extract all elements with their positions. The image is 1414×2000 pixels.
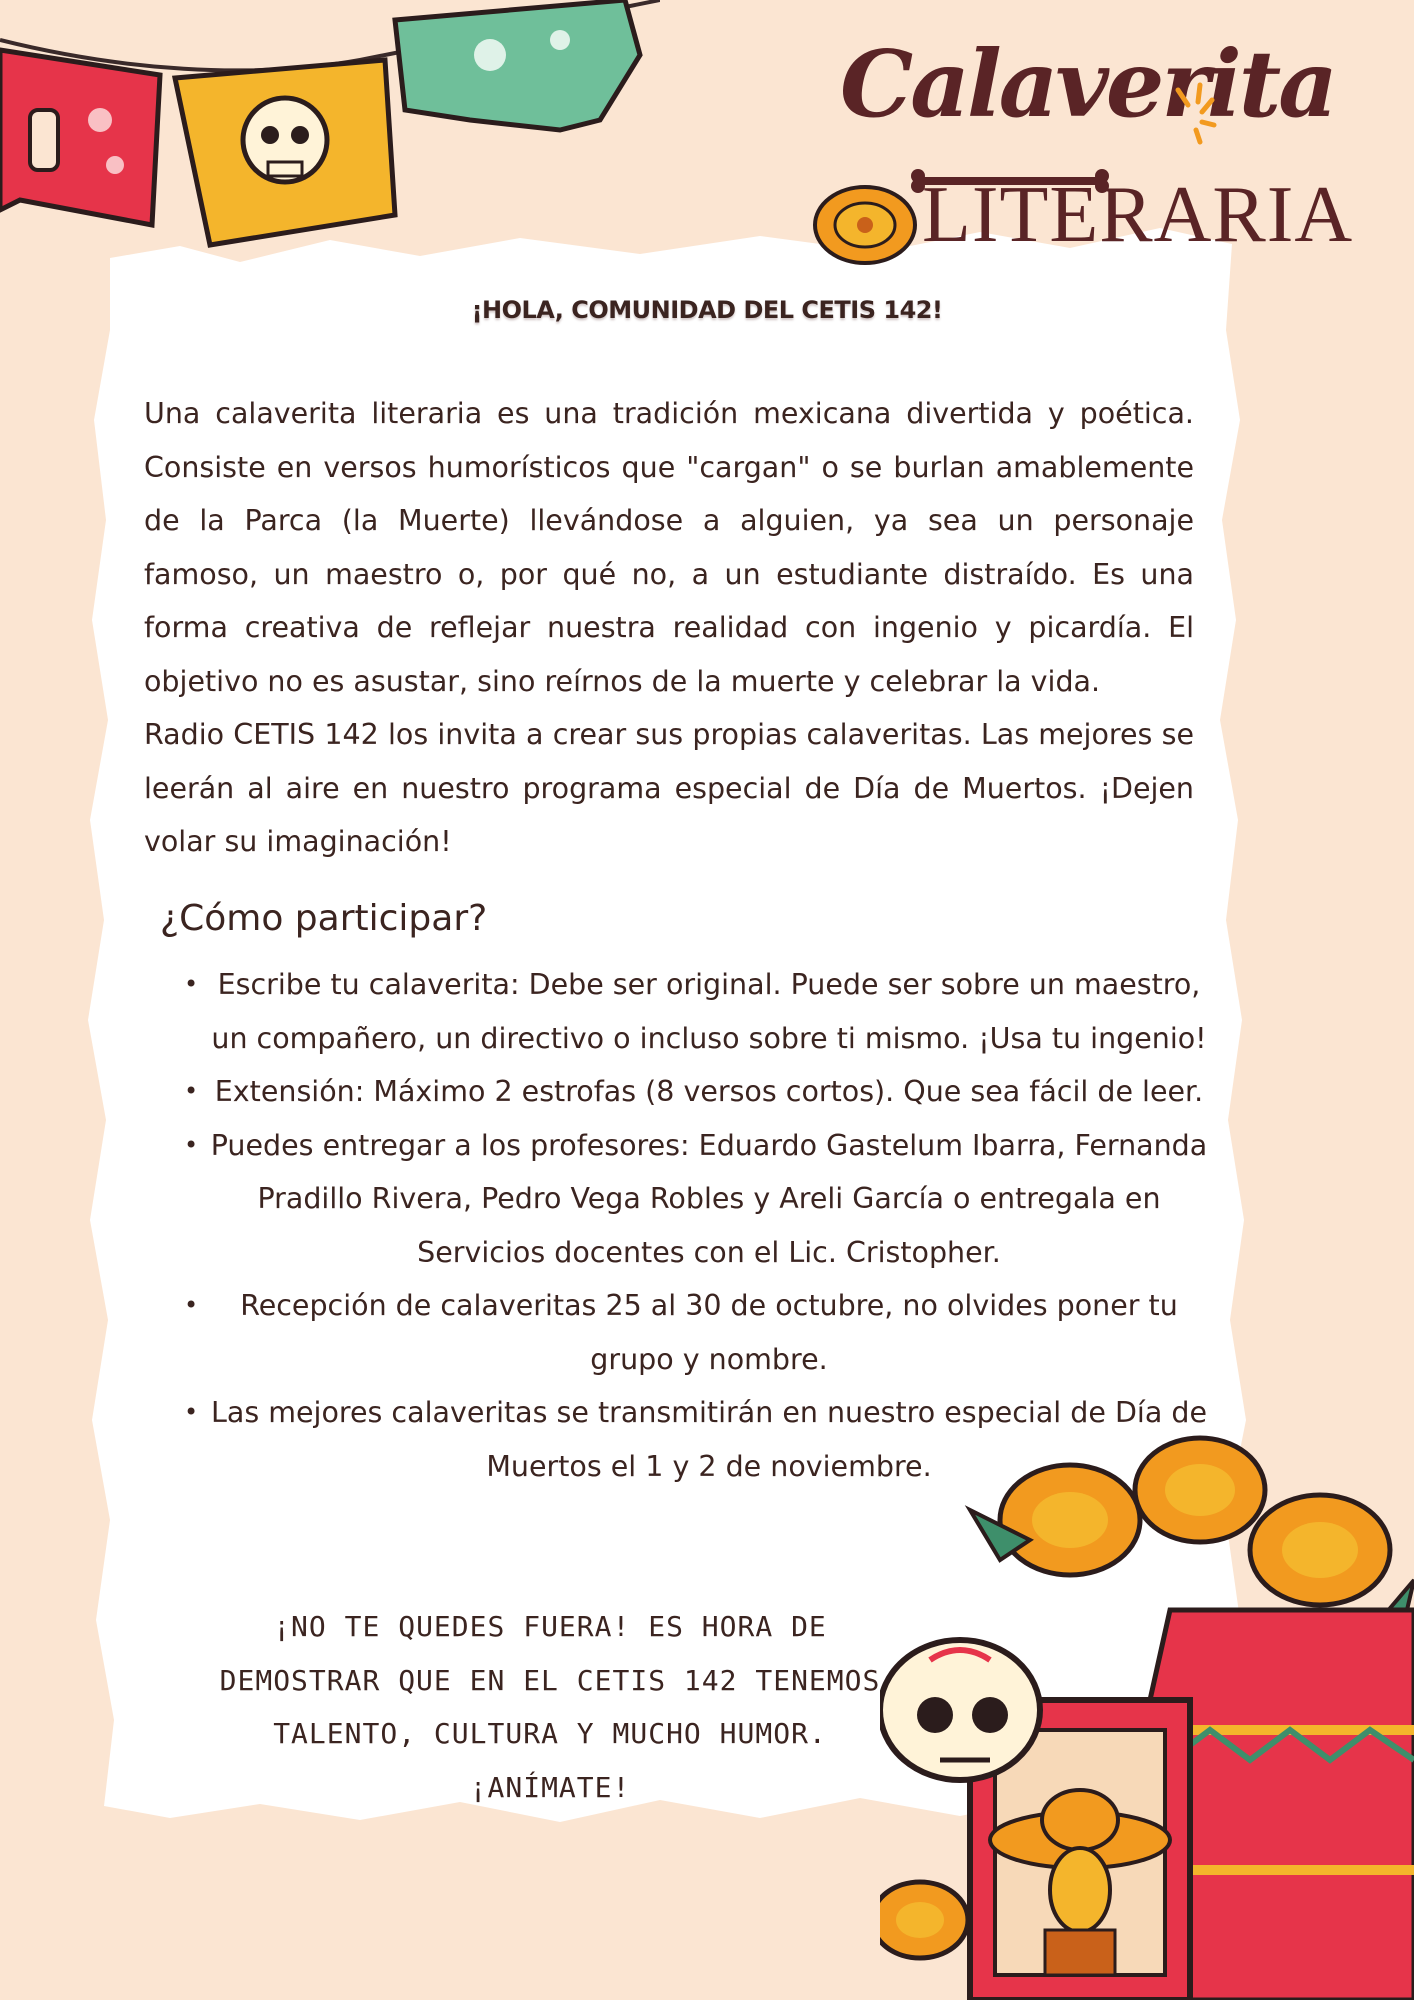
papel-picado-banner xyxy=(0,0,660,260)
logo-script-text: Calaverita xyxy=(840,30,1335,138)
marigold-small-icon xyxy=(880,1882,968,1958)
list-item: • Las mejores calaveritas se transmitirán en nuestro especial de Día de Muertos el 1 y 2 de noviembre. xyxy=(184,1386,1214,1493)
sparkle-icon xyxy=(1170,80,1220,150)
green-banner-flag xyxy=(395,0,640,130)
list-item: • Recepción de calaveritas 25 al 30 de octubre, no olvides poner tu grupo y nombre. xyxy=(184,1279,1214,1386)
calaverita-literaria-logo xyxy=(800,20,1354,260)
call-to-action-text: ¡NO TE QUEDES FUERA! ES HORA DE DEMOSTRAR QUE EN EL CETIS 142 TENEMOS TALENTO, CULTURA Y MUCHO HUMOR. ¡ANÍMATE! xyxy=(219,1610,881,1804)
how-to-participate-heading: ¿Cómo participar? xyxy=(160,898,488,939)
list-item: • Escribe tu calaverita: Debe ser original. Puede ser sobre un maestro, un compañero, un directivo o incluso sobre ti mismo. ¡Usa tu ingenio! xyxy=(184,958,1214,1065)
sugar-skull-icon xyxy=(880,1640,1040,1780)
day-of-the-dead-decoration xyxy=(880,1400,1414,2000)
intro-paragraph-1: Una calaverita literaria es una tradición mexicana divertida y poética. Consiste en versos humorísticos que "cargan" o se burlan amablemente de la Parca (la Muerte) llevándose a alguien, ya sea un personaje famoso, un maestro o, por qué no, a un estudiante distraído. Es una forma creativa de reflejar nuestra realidad con ingenio y picardía. El objetivo no es asustar, sino reírnos de la muerte y celebrar la vida. xyxy=(144,397,1194,698)
logo-block-text: LITERARIA xyxy=(922,171,1354,259)
red-banner-flag xyxy=(0,50,160,225)
marigold-logo-icon xyxy=(810,180,920,270)
list-item: • Extensión: Máximo 2 estrofas (8 versos cortos). Que sea fácil de leer. xyxy=(184,1065,1214,1119)
greeting-heading: ¡HOLA, COMUNIDAD DEL CETIS 142! xyxy=(471,296,943,324)
yellow-banner-flag xyxy=(175,60,395,245)
intro-text xyxy=(144,387,1194,869)
intro-paragraph-2: Radio CETIS 142 los invita a crear sus propias calaveritas. Las mejores se leerán al aire en nuestro programa especial de Día de Muertos. ¡Dejen volar su imaginación! xyxy=(144,718,1194,858)
list-item: • Puedes entregar a los profesores: Eduardo Gastelum Ibarra, Fernanda Pradillo Rivera, Pedro Vega Robles y Areli García o entregala en Servicios docentes con el Lic. Cristopher. xyxy=(184,1119,1214,1280)
